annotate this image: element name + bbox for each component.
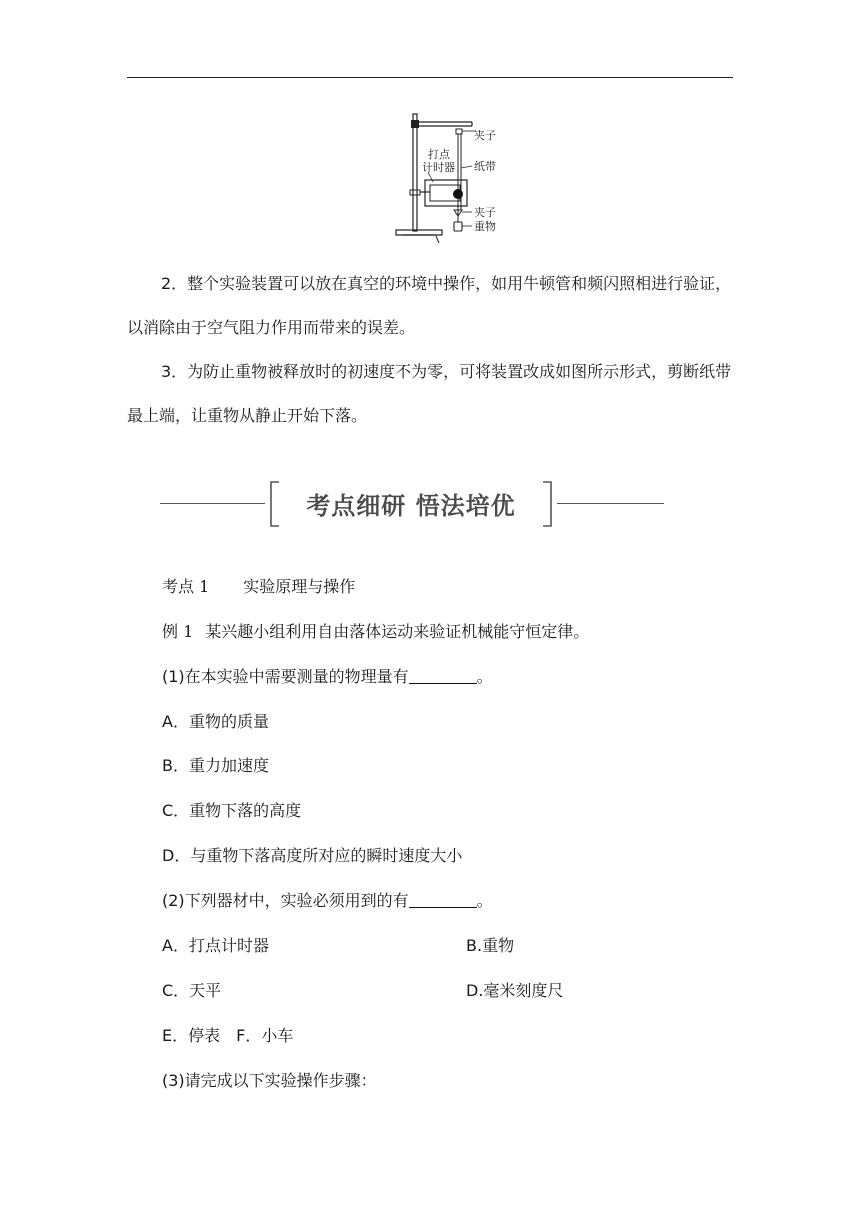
- label-clip-top: 夹子: [474, 129, 496, 142]
- section-banner: [160, 478, 664, 530]
- banner-title: 考点细研 悟法培优: [306, 491, 516, 520]
- apparatus-figure: [392, 110, 512, 250]
- q1-stem-line: [162, 664, 493, 687]
- weight-block: [454, 222, 462, 231]
- banner-line-right: [557, 503, 664, 504]
- example-label: 例 1: [162, 622, 194, 641]
- label-tape: 纸带: [474, 160, 496, 173]
- note-2: 2．整个实验装置可以放在真空的环境中操作，如用牛顿管和频闪照相进行验证，以消除由于空气阻力作用而带来的误差。: [127, 274, 732, 337]
- q2-option-ef: E．停表 F．小车: [162, 1026, 294, 1045]
- label-timer-2: 计时器: [422, 161, 455, 174]
- q2-stem: (2)下列器材中，实验必须用到的有: [162, 891, 409, 910]
- q2-answer-blank[interactable]: [409, 891, 477, 908]
- apparatus-diagram: [392, 110, 512, 250]
- q2-stem-line: [162, 888, 493, 911]
- top-clip: [456, 129, 462, 134]
- stand-pole: [413, 114, 417, 231]
- q1-answer-blank[interactable]: [409, 667, 477, 684]
- example-line: [162, 619, 589, 642]
- q1-option-c: C．重物下落的高度: [162, 801, 302, 820]
- q2-option-c: C．天平: [162, 981, 222, 1000]
- q1-end: 。: [476, 667, 493, 686]
- q1-option-d: D．与重物下落高度所对应的瞬时速度大小: [162, 846, 463, 865]
- q2-option-a: A．打点计时器: [162, 936, 269, 955]
- label-timer-1: 打点: [428, 148, 450, 161]
- section-label: 考点 1: [162, 577, 210, 596]
- label-weight: 重物: [474, 220, 496, 233]
- banner-line-left: [160, 503, 265, 504]
- top-rule: [127, 77, 733, 78]
- q1-stem: (1)在本实验中需要测量的物理量有: [162, 667, 409, 686]
- section-heading: [162, 574, 355, 597]
- example-text: 某兴趣小组利用自由落体运动来验证机械能守恒定律。: [205, 622, 590, 641]
- q2-option-b: B.重物: [466, 936, 515, 955]
- q2-end: 。: [476, 891, 493, 910]
- note-3: 3．为防止重物被释放时的初速度不为零，可将装置改成如图所示形式，剪断纸带最上端，让重物从静止开始下落。: [127, 362, 732, 425]
- q1-option-a: A．重物的质量: [162, 712, 269, 731]
- section-title: 实验原理与操作: [243, 577, 356, 596]
- stand-base: [396, 230, 442, 235]
- q2-option-d: D.毫米刻度尺: [466, 981, 564, 1000]
- q3-stem: (3)请完成以下实验操作步骤：: [162, 1071, 377, 1090]
- q1-option-b: B．重力加速度: [162, 756, 269, 775]
- label-clip-bottom: 夹子: [474, 206, 496, 219]
- top-clamp-block: [411, 120, 419, 128]
- timer-wheel: [453, 189, 463, 199]
